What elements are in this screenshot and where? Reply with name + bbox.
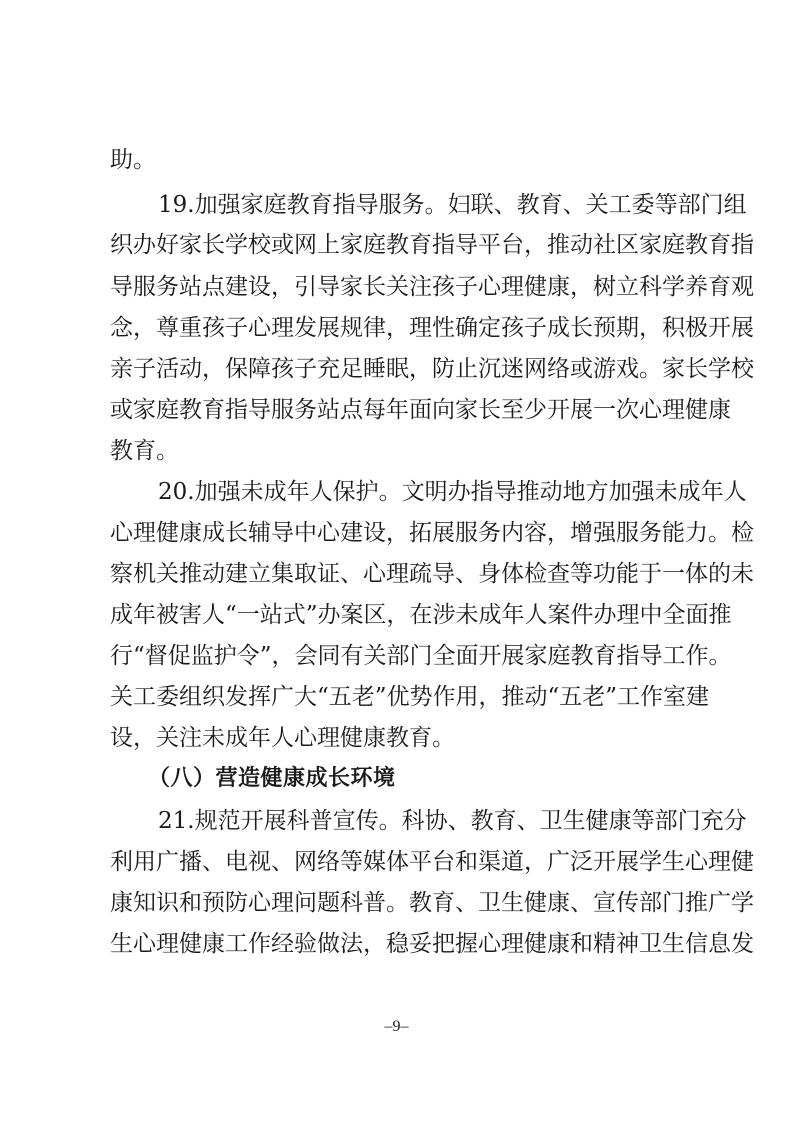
text-line: 织办好家长学校或网上家庭教育指导平台，推动社区家庭教育指 bbox=[110, 232, 754, 258]
text-line: 察机关推动建立集取证、心理疏导、身体检查等功能于一体的未 bbox=[110, 561, 754, 587]
text-line: 生心理健康工作经验做法，稳妥把握心理健康和精神卫生信息发 bbox=[110, 931, 754, 957]
text-line: 或家庭教育指导服务站点每年面向家长至少开展一次心理健康 bbox=[110, 397, 731, 423]
paragraph-19-first-line: 19.加强家庭教育指导服务。妇联、教育、关工委等部门组 bbox=[158, 192, 747, 218]
paragraph-20-first-line: 20.加强未成年人保护。文明办指导推动地方加强未成年人 bbox=[158, 479, 747, 505]
text-line: 心理健康成长辅导中心建设，拓展服务内容，增强服务能力。检 bbox=[110, 520, 754, 546]
text-line: 教育。 bbox=[110, 438, 179, 464]
text-line: 康知识和预防心理问题科普。教育、卫生健康、宣传部门推广学 bbox=[110, 890, 754, 916]
section-heading: （八）营造健康成长环境 bbox=[148, 766, 396, 791]
text-line: 行“督促监护令”，会同有关部门全面开展家庭教育指导工作。 bbox=[110, 643, 732, 669]
paragraph-21-first-line: 21.规范开展科普宣传。科协、教育、卫生健康等部门充分 bbox=[158, 808, 747, 834]
page-number: –9– bbox=[384, 1018, 409, 1035]
text-line: 念，尊重孩子心理发展规律，理性确定孩子成长预期，积极开展 bbox=[110, 315, 754, 341]
text-line: 亲子活动，保障孩子充足睡眠，防止沉迷网络或游戏。家长学校 bbox=[110, 356, 754, 382]
text-line: 助。 bbox=[110, 147, 156, 173]
text-line: 设，关注未成年人心理健康教育。 bbox=[110, 725, 455, 751]
text-line: 利用广播、电视、网络等媒体平台和渠道，广泛开展学生心理健 bbox=[110, 849, 754, 875]
text-line: 关工委组织发挥广大“五老”优势作用，推动“五老”工作室建 bbox=[110, 684, 710, 710]
text-line: 成年被害人“一站式”办案区，在涉未成年人案件办理中全面推 bbox=[110, 602, 732, 628]
text-line: 导服务站点建设，引导家长关注孩子心理健康，树立科学养育观 bbox=[110, 274, 754, 300]
